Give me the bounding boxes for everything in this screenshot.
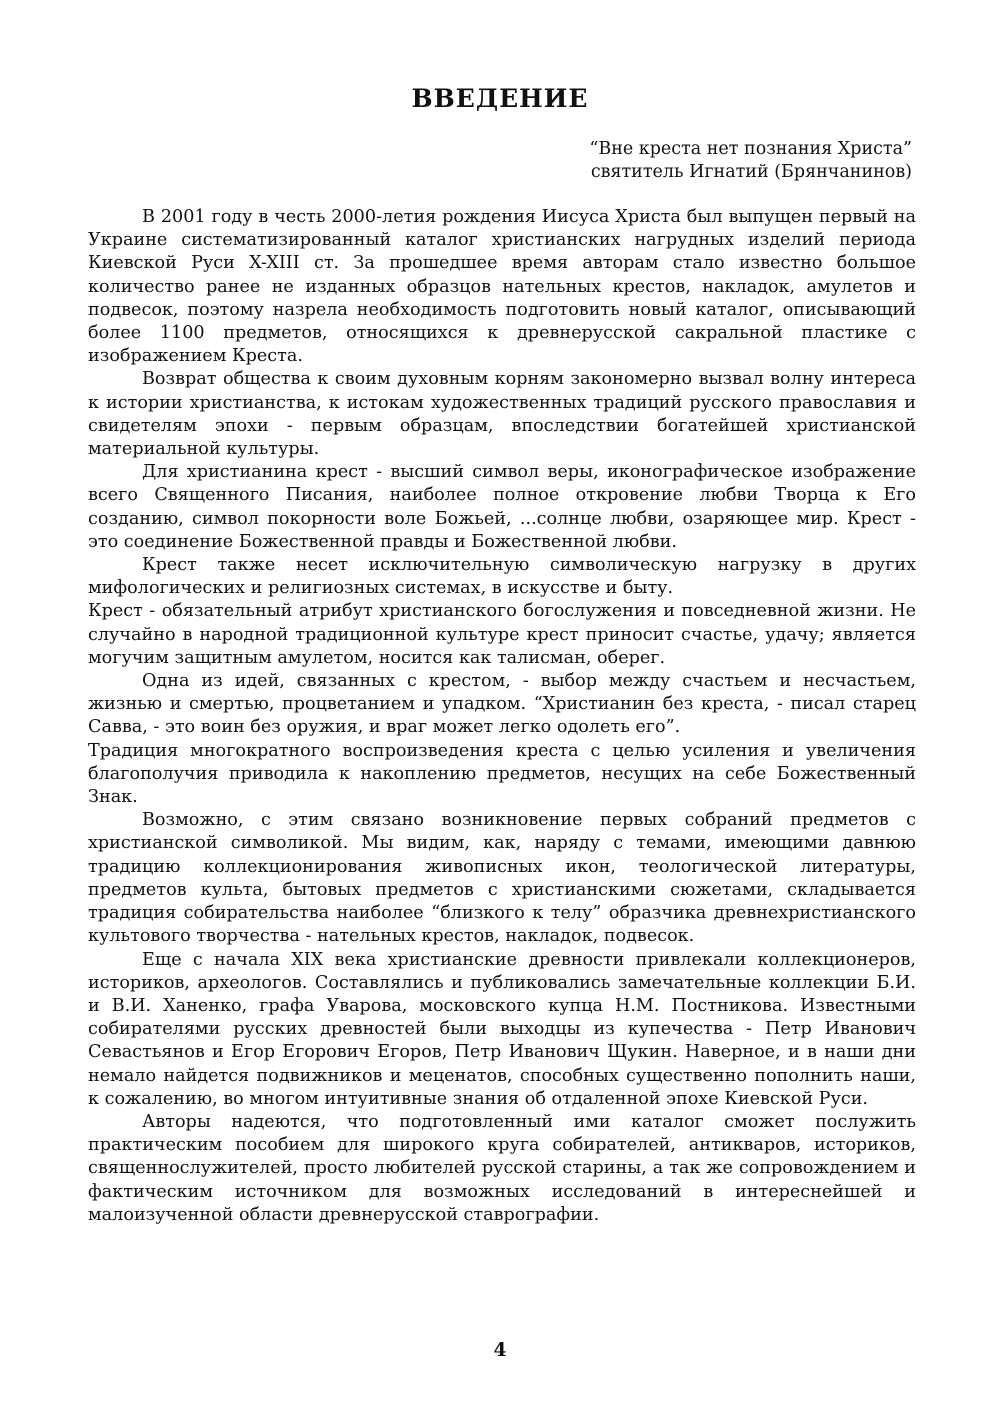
body-text [88,206,916,1227]
paragraph: Крест - обязательный атрибут христианского богослужения и повседневной жизни. Не случайно в народной традиционной культуре крест приносит счастье, удачу; является могучим защитным амулетом, носится как талисман, оберег. [88,601,916,668]
paragraph: Традиция многократного воспроизведения креста с целью усиления и увеличения благополучия приводила к накоплению предметов, несущих на себе Божественный Знак. [88,740,916,808]
paragraph: Возврат общества к своим духовным корням закономерно вызвал волну интереса к истории христианства, к истокам художественных традиций русского православия и свидетелям эпохи - первым образцам, впоследствии богатейшей христианской материальной культуры. [88,369,916,460]
paragraph: Еще с начала XIX века христианские древности привлекали коллекционеров, историков, археологов. Составлялись и публиковались замечательные коллекции Б.И. и В.И. Ханенко, графа Уварова, московского купца Н.М. Постникова. Известными собирателями русских древностей были выходцы из купечества - Петр Иванович Севастьянов и Егор Егорович Егоров, Петр Иванович Щукин. Наверное, и в наши дни немало найдется подвижников и меценатов, способных существенно пополнить наши, к сожалению, во многом интуитивные знания об отдаленной эпохе Киевской Руси. [88,949,916,1109]
paragraph: Авторы надеются, что подготовленный ими каталог сможет послужить практическим пособием для широкого круга собирателей, антикваров, историков, священнослужителей, просто любителей русской старины, а так же сопровождением и фактическим источником для возможных исследований в интереснейшей и малоизученной области древнерусской ставрографии. [88,1111,916,1225]
epigraph-quote: “Вне креста нет познания Христа” [589,139,912,159]
paragraph: В 2001 году в честь 2000-летия рождения Иисуса Христа был выпущен первый на Украине систематизированный каталог христианских нагрудных изделий периода Киевской Руси X-XIII ст. За прошедшее время авторам стало известно большое количество ранее не изданных образцов нательных крестов, накладок, амулетов и подвесок, поэтому назрела необходимость подготовить новый каталог, описывающий более 1100 предметов, относящихся к древнерусской сакральной пластике с изображением Креста. [88,207,916,367]
paragraph: Крест также несет исключительную символическую нагрузку в других мифологических и религиозных системах, в искусстве и быту. [88,555,916,599]
page-title: ВВЕДЕНИЕ [411,84,589,113]
paragraph: Одна из идей, связанных с крестом, - выбор между счастьем и несчастьем, жизнью и смертью, процветанием и упадком. “Христианин без креста, - писал старец Савва, - это воин без оружия, и враг может легко одолеть его”. [88,671,916,738]
paragraph: Возможно, с этим связано возникновение первых собраний предметов с христианской символикой. Мы видим, как, наряду с темами, имеющими давнюю традицию коллекционирования живописных икон, теологической литературы, предметов культа, бытовых предметов с христианскими сюжетами, складывается традиция собирательства наиболее “близкого к телу” образчика древнехристианского культового творчества - нательных крестов, накладок, подвесок. [88,810,916,947]
page-number: 4 [493,1339,507,1361]
epigraph-author: святитель Игнатий (Брянчанинов) [590,162,912,182]
paragraph: Для христианина крест - высший символ веры, иконографическое изображение всего Священного Писания, наиболее полное откровение любви Творца к Его созданию, символ покорности воле Божьей, ...солнце любви, озаряющее мир. Крест - это соединение Божественной правды и Божественной любви. [88,462,916,552]
epigraph [589,138,912,184]
